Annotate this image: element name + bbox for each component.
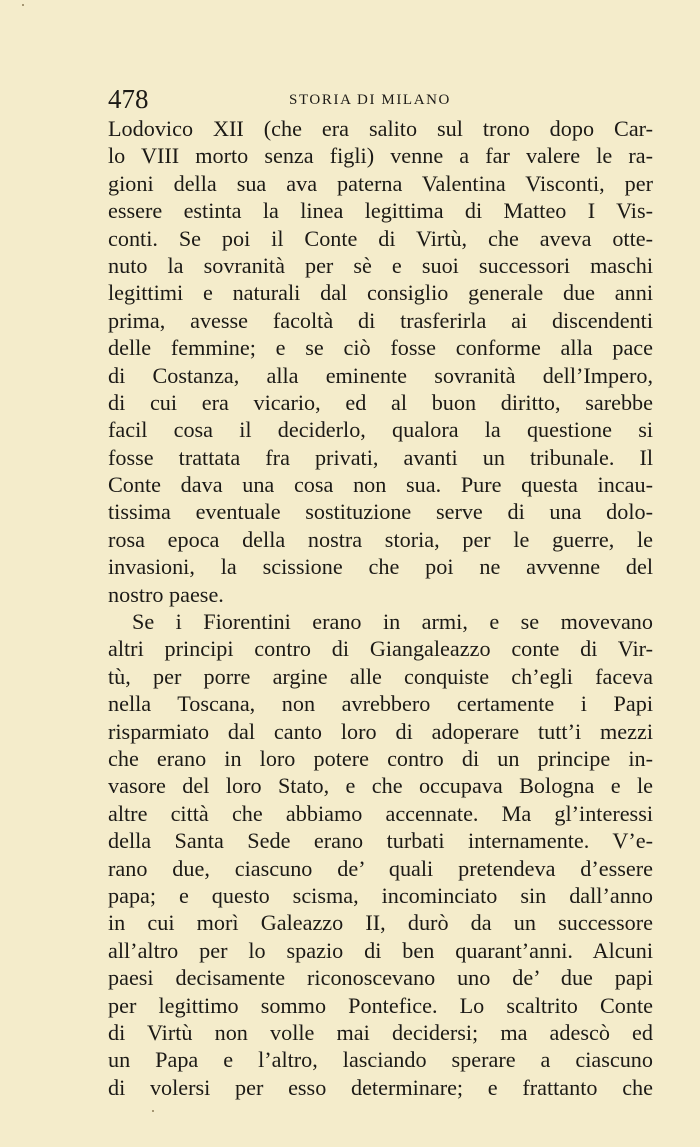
text-line: di cui era vicario, ed al buon diritto, sarebbe (108, 389, 653, 415)
text-line: nostro paese. (108, 581, 224, 607)
text-line: papa; e questo scisma, incominciato sin dall’anno (108, 882, 653, 908)
text-line: facil cosa il deciderlo, qualora la questione si (108, 417, 653, 443)
text-line: prima, avesse facoltà di trasferirla ai discendenti (108, 307, 653, 333)
paper-speck (22, 4, 24, 6)
text-line: all’altro per lo spazio di ben quarant’anni. Alcuni (108, 937, 653, 963)
running-head: STORIA DI MILANO (289, 92, 451, 108)
text-line: legittimi e naturali dal consiglio generale due anni (108, 280, 653, 306)
text-line: rano due, ciascuno de’ quali pretendeva d’essere (108, 855, 653, 881)
text-line: altre città che abbiamo accennate. Ma gl’interessi (108, 800, 653, 826)
text-line: nuto la sovranità per sè e suoi successori maschi (108, 252, 653, 278)
text-line: vasore del loro Stato, e che occupava Bologna e le (108, 773, 653, 799)
text-line: Conte dava una cosa non sua. Pure questa incau- (108, 472, 653, 498)
page-header (108, 86, 653, 112)
text-line: della Santa Sede erano turbati internamente. V’e- (108, 828, 653, 854)
text-line: conti. Se poi il Conte di Virtù, che aveva otte- (108, 225, 653, 251)
page-number: 478 (108, 84, 149, 114)
paper-speck (152, 1110, 154, 1112)
text-line: risparmiato dal canto loro di adoperare tutt’i mezzi (108, 718, 653, 744)
text-line: per legittimo sommo Pontefice. Lo scaltrito Conte (108, 992, 653, 1018)
text-line: essere estinta la linea legittima di Matteo I Vis- (108, 198, 653, 224)
text-line: rosa epoca della nostra storia, per le guerre, le (108, 526, 653, 552)
text-line: gioni della sua ava paterna Valentina Visconti, per (108, 170, 653, 196)
text-line: lo VIII morto senza figli) venne a far valere le ra- (108, 143, 653, 169)
text-line: paesi decisamente riconoscevano uno de’ due papi (108, 965, 653, 991)
text-line: altri principi contro di Giangaleazzo conte di Vir- (108, 636, 653, 662)
text-line: Lodovico XII (che era salito sul trono dopo Car- (108, 116, 653, 141)
text-line: invasioni, la scissione che poi ne avvenne del (108, 554, 653, 580)
text-line: Se i Fiorentini erano in armi, e se movevano (132, 609, 653, 635)
text-line: fosse trattata fra privati, avanti un tribunale. Il (108, 444, 653, 470)
text-line: tissima eventuale sostituzione serve di una dolo- (108, 499, 653, 525)
text-line: di Virtù non volle mai decidersi; ma adescò ed (108, 1019, 653, 1045)
text-line: delle femmine; e se ciò fosse conforme alla pace (108, 335, 653, 361)
text-line: un Papa e l’altro, lasciando sperare a ciascuno (108, 1047, 653, 1073)
text-line: di volersi per esso determinare; e frattanto che (108, 1074, 653, 1100)
text-line: in cui morì Galeazzo II, durò da un successore (108, 910, 653, 936)
text-line: tù, per porre argine alle conquiste ch’egli faceva (108, 663, 653, 689)
text-line: che erano in loro potere contro di un principe in- (108, 745, 653, 771)
text-line: nella Toscana, non avrebbero certamente i Papi (108, 691, 653, 717)
text-line: di Costanza, alla eminente sovranità dell’Impero, (108, 362, 653, 388)
body-text (108, 115, 653, 1101)
